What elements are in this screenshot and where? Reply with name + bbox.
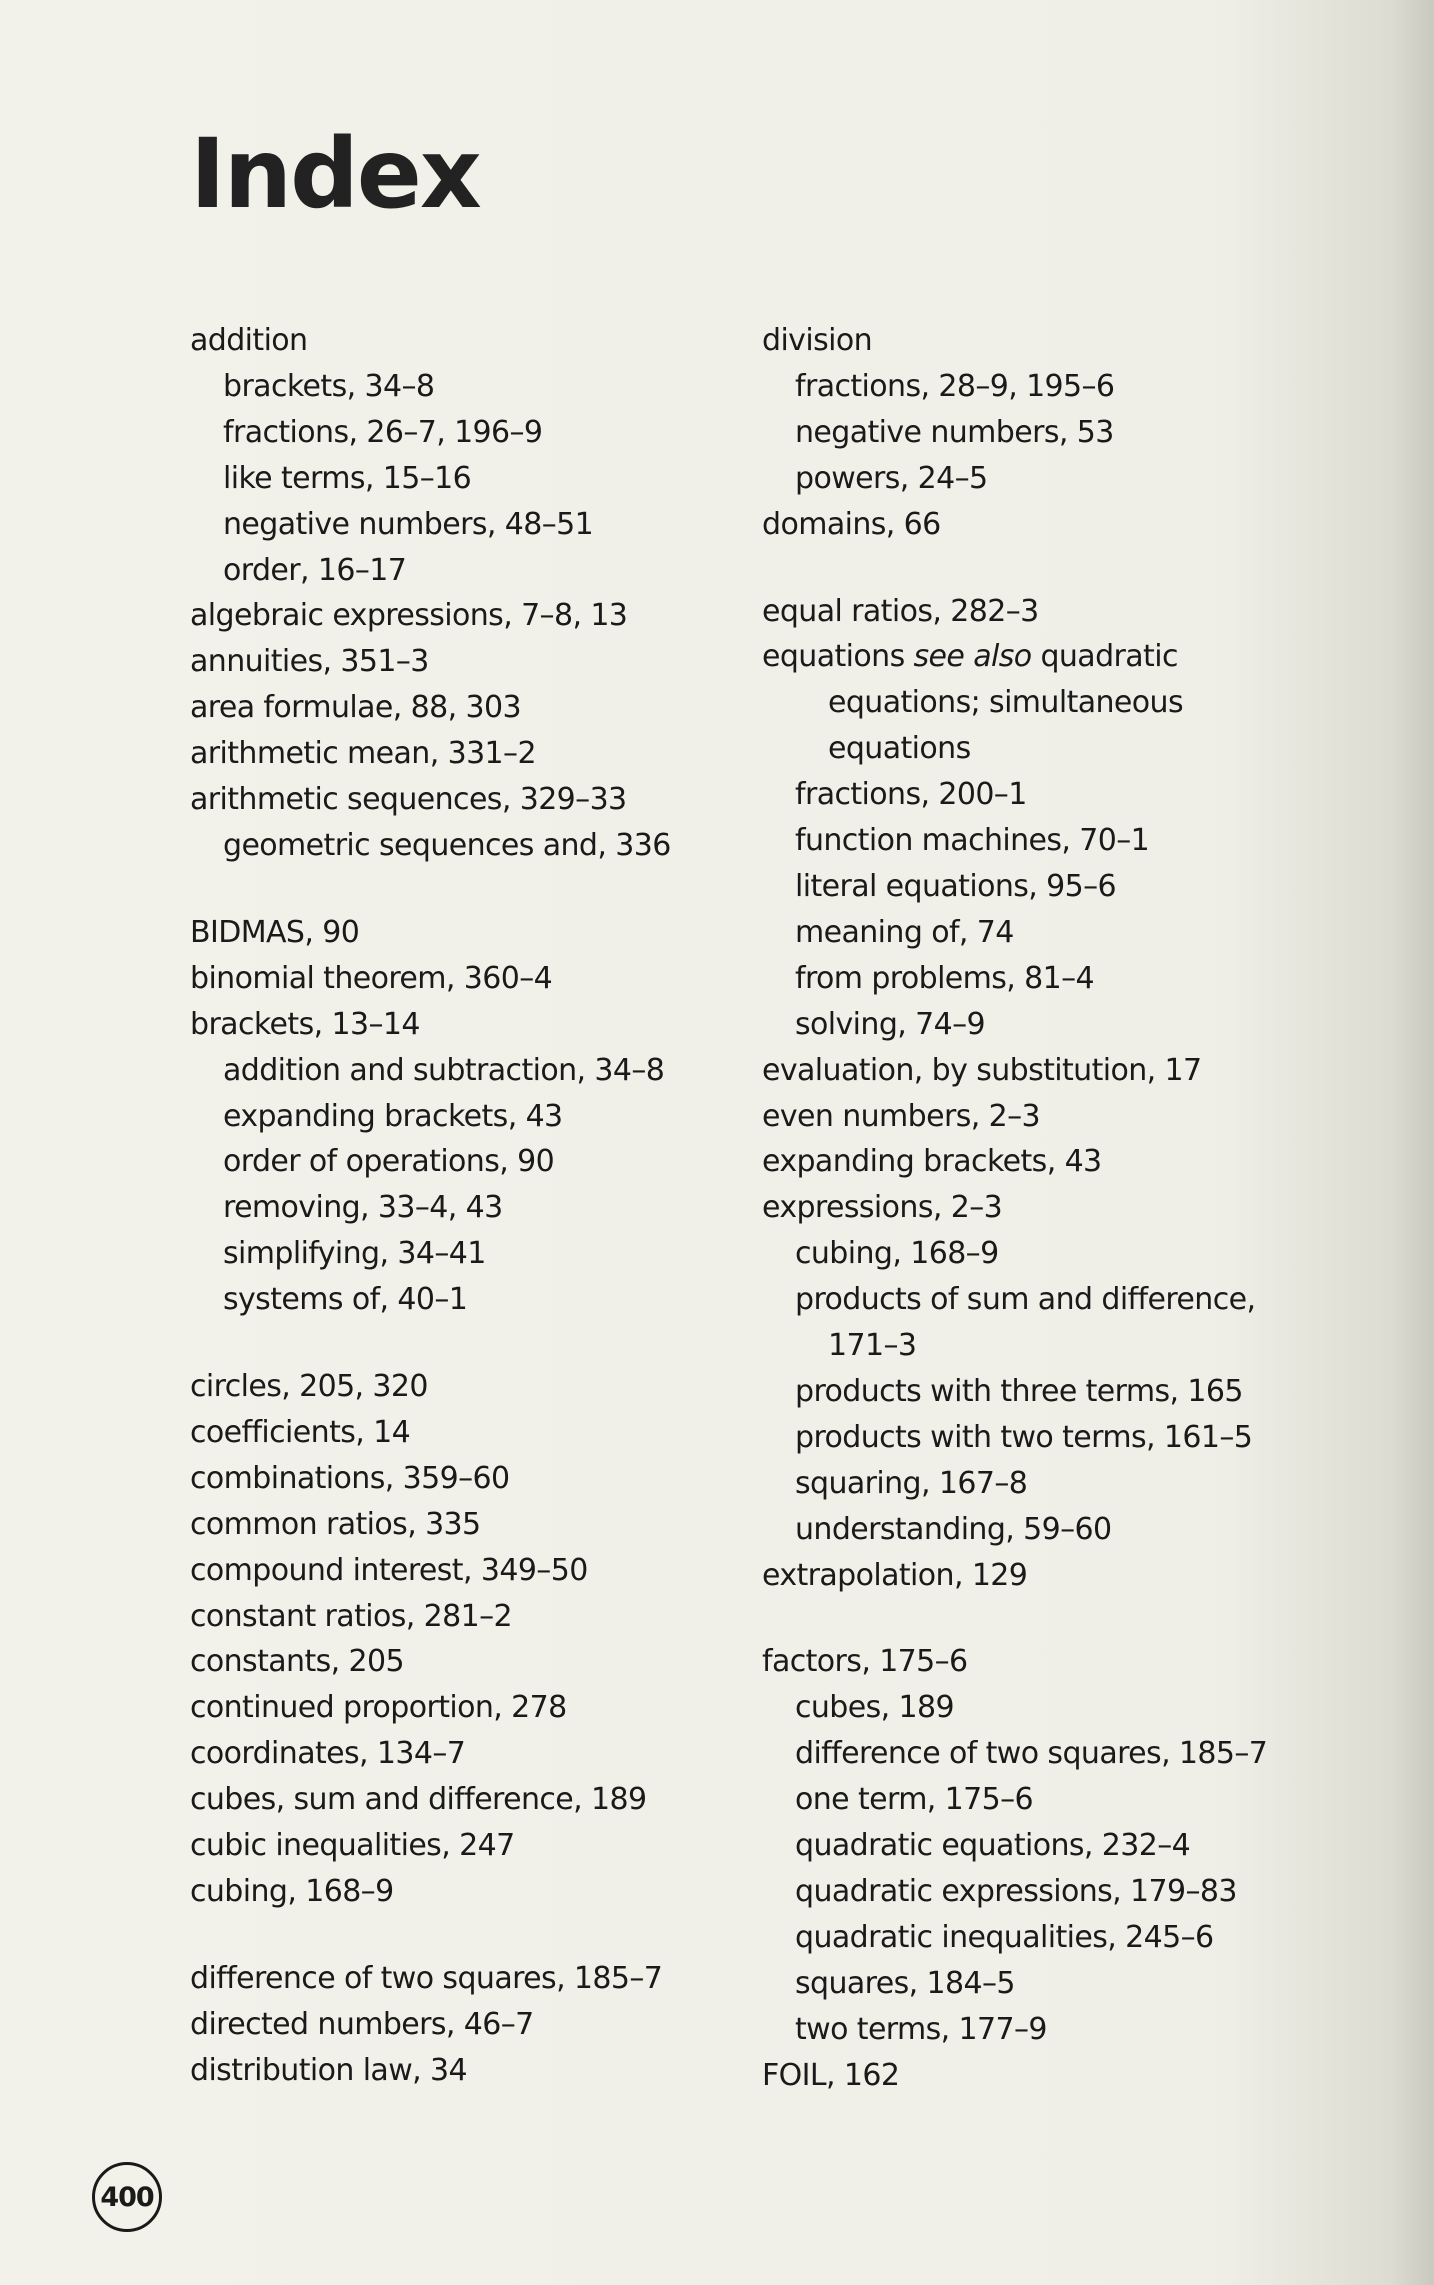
index-subentry: one term, 175–6 bbox=[795, 1782, 1034, 1818]
index-group-spacer bbox=[190, 1323, 710, 1364]
index-subentry: difference of two squares, 185–7 bbox=[795, 1736, 1268, 1772]
index-subentry: addition and subtraction, 34–8 bbox=[223, 1052, 665, 1088]
index-entry: directed numbers, 46–7 bbox=[190, 2006, 534, 2042]
index-subentry: removing, 33–4, 43 bbox=[223, 1190, 503, 1226]
page-number: 400 bbox=[100, 2181, 154, 2213]
index-entry: even numbers, 2–3 bbox=[762, 1098, 1040, 1134]
index-entry: extrapolation, 129 bbox=[762, 1557, 1028, 1593]
index-column-left bbox=[190, 318, 710, 2094]
index-entry: coordinates, 134–7 bbox=[190, 1736, 466, 1772]
index-entry: cubic inequalities, 247 bbox=[190, 1828, 515, 1864]
index-group-spacer bbox=[762, 1598, 1382, 1639]
index-entry: addition bbox=[190, 323, 308, 358]
index-group-spacer bbox=[762, 548, 1382, 589]
index-entry: cubes, sum and difference, 189 bbox=[190, 1782, 647, 1818]
index-subentry: geometric sequences and, 336 bbox=[223, 827, 671, 863]
index-subentry: products with two terms, 161–5 bbox=[795, 1419, 1253, 1455]
index-subentry: function machines, 70–1 bbox=[795, 823, 1150, 859]
index-entry: difference of two squares, 185–7 bbox=[190, 1960, 663, 1996]
index-entry: brackets, 13–14 bbox=[190, 1006, 420, 1042]
index-subentry: fractions, 28–9, 195–6 bbox=[795, 368, 1115, 404]
index-subentry: 171–3 bbox=[828, 1328, 917, 1364]
index-subentry: products of sum and difference, bbox=[795, 1282, 1256, 1318]
index-subentry: simplifying, 34–41 bbox=[223, 1236, 486, 1272]
index-entry: circles, 205, 320 bbox=[190, 1369, 428, 1405]
index-entry: constant ratios, 281–2 bbox=[190, 1598, 512, 1634]
index-subentry: solving, 74–9 bbox=[795, 1006, 985, 1042]
index-group-spacer bbox=[190, 1915, 710, 1956]
page-title: Index bbox=[190, 118, 480, 230]
index-entry: arithmetic sequences, 329–33 bbox=[190, 782, 627, 818]
index-entry: continued proportion, 278 bbox=[190, 1690, 567, 1726]
index-entry: expanding brackets, 43 bbox=[762, 1144, 1102, 1180]
index-entry: coefficients, 14 bbox=[190, 1414, 411, 1450]
index-entry: domains, 66 bbox=[762, 506, 941, 542]
index-subentry: two terms, 177–9 bbox=[795, 2011, 1047, 2047]
index-subentry: understanding, 59–60 bbox=[795, 1511, 1112, 1547]
index-subentry: quadratic inequalities, 245–6 bbox=[795, 1919, 1214, 1955]
index-entry: factors, 175–6 bbox=[762, 1644, 968, 1680]
index-subentry: from problems, 81–4 bbox=[795, 960, 1095, 996]
index-entry: constants, 205 bbox=[190, 1644, 404, 1680]
index-subentry: squares, 184–5 bbox=[795, 1965, 1015, 2001]
index-column-right bbox=[762, 318, 1382, 2099]
index-subentry: negative numbers, 53 bbox=[795, 414, 1114, 450]
index-subentry: meaning of, 74 bbox=[795, 914, 1014, 950]
index-group-spacer bbox=[190, 869, 710, 910]
index-subentry: brackets, 34–8 bbox=[223, 368, 435, 404]
index-entry: FOIL, 162 bbox=[762, 2057, 900, 2093]
index-entry: distribution law, 34 bbox=[190, 2052, 467, 2088]
index-subentry: order of operations, 90 bbox=[223, 1144, 555, 1180]
index-subentry: squaring, 167–8 bbox=[795, 1465, 1028, 1501]
index-entry: algebraic expressions, 7–8, 13 bbox=[190, 598, 628, 634]
index-subentry: cubing, 168–9 bbox=[795, 1236, 999, 1272]
index-subentry: equations bbox=[828, 731, 971, 767]
index-entry: equal ratios, 282–3 bbox=[762, 593, 1039, 629]
index-entry: compound interest, 349–50 bbox=[190, 1552, 588, 1588]
index-subentry: equations; simultaneous bbox=[828, 685, 1183, 721]
index-subentry: products with three terms, 165 bbox=[795, 1373, 1243, 1409]
index-subentry: expanding brackets, 43 bbox=[223, 1098, 563, 1134]
index-subentry: like terms, 15–16 bbox=[223, 460, 472, 496]
index-entry: cubing, 168–9 bbox=[190, 1874, 394, 1909]
index-subentry: order, 16–17 bbox=[223, 552, 407, 588]
index-subentry: fractions, 26–7, 196–9 bbox=[223, 414, 543, 450]
index-entry: arithmetic mean, 331–2 bbox=[190, 736, 536, 772]
index-entry: binomial theorem, 360–4 bbox=[190, 960, 553, 996]
index-subentry: literal equations, 95–6 bbox=[795, 868, 1117, 904]
index-subentry: negative numbers, 48–51 bbox=[223, 506, 594, 542]
index-subentry: cubes, 189 bbox=[795, 1690, 954, 1726]
index-entry: common ratios, 335 bbox=[190, 1506, 481, 1542]
index-entry: expressions, 2–3 bbox=[762, 1190, 1003, 1226]
page-number-badge bbox=[92, 2162, 162, 2232]
index-entry: evaluation, by substitution, 17 bbox=[762, 1052, 1202, 1088]
index-entry: BIDMAS, 90 bbox=[190, 914, 360, 950]
index-subentry: fractions, 200–1 bbox=[795, 777, 1027, 813]
index-entry: annuities, 351–3 bbox=[190, 644, 429, 680]
index-entry: area formulae, 88, 303 bbox=[190, 690, 521, 726]
index-subentry: powers, 24–5 bbox=[795, 460, 988, 496]
index-entry: combinations, 359–60 bbox=[190, 1460, 510, 1496]
index-subentry: quadratic expressions, 179–83 bbox=[795, 1874, 1237, 1909]
index-entry: equations see also quadratic bbox=[762, 639, 1178, 675]
index-subentry: systems of, 40–1 bbox=[223, 1282, 468, 1318]
index-subentry: quadratic equations, 232–4 bbox=[795, 1828, 1191, 1864]
index-entry: division bbox=[762, 323, 872, 358]
